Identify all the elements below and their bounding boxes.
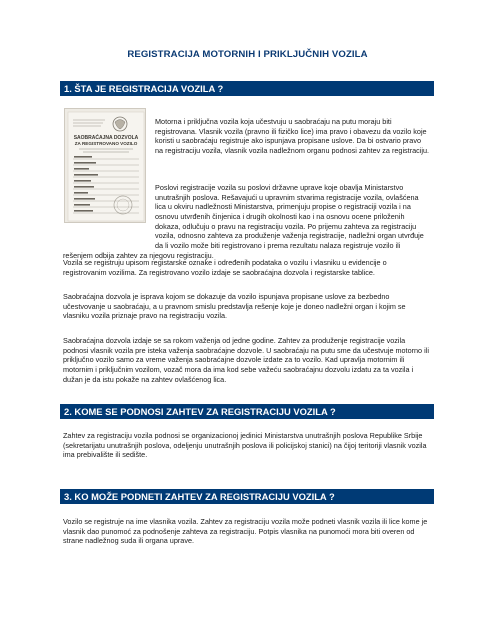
- section-1-paragraph-1: Motorna i priključna vozila koja učestvuju u saobraćaju na putu moraju biti registrovana. Vlasnik vozila (pravno ili fizičko lice) ima pravo i obavezu da vozilo koje koristi u saobraćaju registruje ako ispunjava propisane uslove. Da bi ostvario pravo na registraciju vozila, vlasnik vozila nadležnom organu podnosi zahtev za registraciju.: [155, 117, 430, 155]
- section-1-paragraph-5: Saobraćajna dozvola izdaje se sa rokom važenja od jedne godine. Zahtev za produženje registracije vozila podnosi vlasnik vozila pre isteka važenja saobraćajne dozvole. U saobraćaju na putu sme da učestvuje motorno ili priključno vozilo samo za vreme važenja saobraćajne dozvole izdate za to vozilo. Kad upravlja motornim ili motornim i priključnim vozilom, vozač mora da ima kod sebe važeću saobraćajnu dozvolu izdatu za ta vozila i dužan je da istu pokaže na zahtev ovlašćenog lica.: [63, 336, 429, 384]
- section-heading-3: 3. KO MOŽE PODNETI ZAHTEV ZA REGISTRACIJU VOZILA ?: [60, 489, 434, 504]
- section-1-paragraph-3: Vozila se registruju upisom registarske oznake i određenih podataka o vozilu i vlasniku u evidencije o registrovanim vozilima. Za registrovano vozilo izdaje se saobraćajna dozvola i registarske tablice.: [63, 258, 387, 277]
- svg-text:SAOBRAĆAJNA DOZVOLA: SAOBRAĆAJNA DOZVOLA: [73, 135, 139, 141]
- section-1-paragraph-2: Poslovi registracije vozila su poslovi državne uprave koje obavlja Ministarstvo unutrašnjih poslova. Rešavajući u upravnim stvarima registracije vozila, ovlašćena lica u okviru nadležnosti Ministarstva, primenjuju propise o registraciji vozila i na osnovu utvrđenih činjenica i drugih okolnosti kao i na osnovu ocene priloženih dokaza, odlučuju o pravu na registraciju vozila. Po prijemu zahteva za registraciju vozila, odnosno zahteva za produženje važenja registracije, nadležni organ utvrđuje da li vozilo može biti registrovano i prema rezultatu nalaza registruje vozilo ili rešenjem odbija zahtev za njegovu registraciju.: [63, 183, 424, 260]
- section-1-paragraph-4: Saobraćajna dozvola je isprava kojom se dokazuje da vozilo ispunjava propisane uslove za bezbedno učestvovanje u saobraćaju, a u pravnom smislu predstavlja rešenje koje je doneo nadležni organ i kojim se vlasniku vozila priznaje pravo na registraciju vozila.: [63, 292, 406, 321]
- page-title: REGISTRACIJA MOTORNIH I PRIKLJUČNIH VOZILA: [127, 49, 368, 60]
- section-2-paragraph-1: Zahtev za registraciju vozila podnosi se organizacionoj jedinici Ministarstva unutrašnjih poslova Republike Srbije (sekretarijatu unutrašnjih poslova, odeljenju unutrašnjih poslova ili policijskoj stanici) na čijoj teritoriji vlasnik vozila ima prebivalište ili sedište.: [63, 431, 427, 460]
- svg-text:ZA REGISTROVANO VOZILO: ZA REGISTROVANO VOZILO: [74, 141, 138, 146]
- section-heading-2: 2. KOME SE PODNOSI ZAHTEV ZA REGISTRACIJU VOZILA ?: [60, 404, 434, 419]
- section-3-paragraph-1: Vozilo se registruje na ime vlasnika vozila. Zahtev za registraciju vozila može podneti vlasnik vozila ili lice kome je vlasnik dao punomoć za podnošenje zahteva za registraciju. Potpis vlasnika na punomoći mora biti overen od strane nadležnog suda ili organa uprave.: [63, 517, 428, 546]
- section-heading-1: 1. ŠTA JE REGISTRACIJA VOZILA ?: [60, 81, 434, 96]
